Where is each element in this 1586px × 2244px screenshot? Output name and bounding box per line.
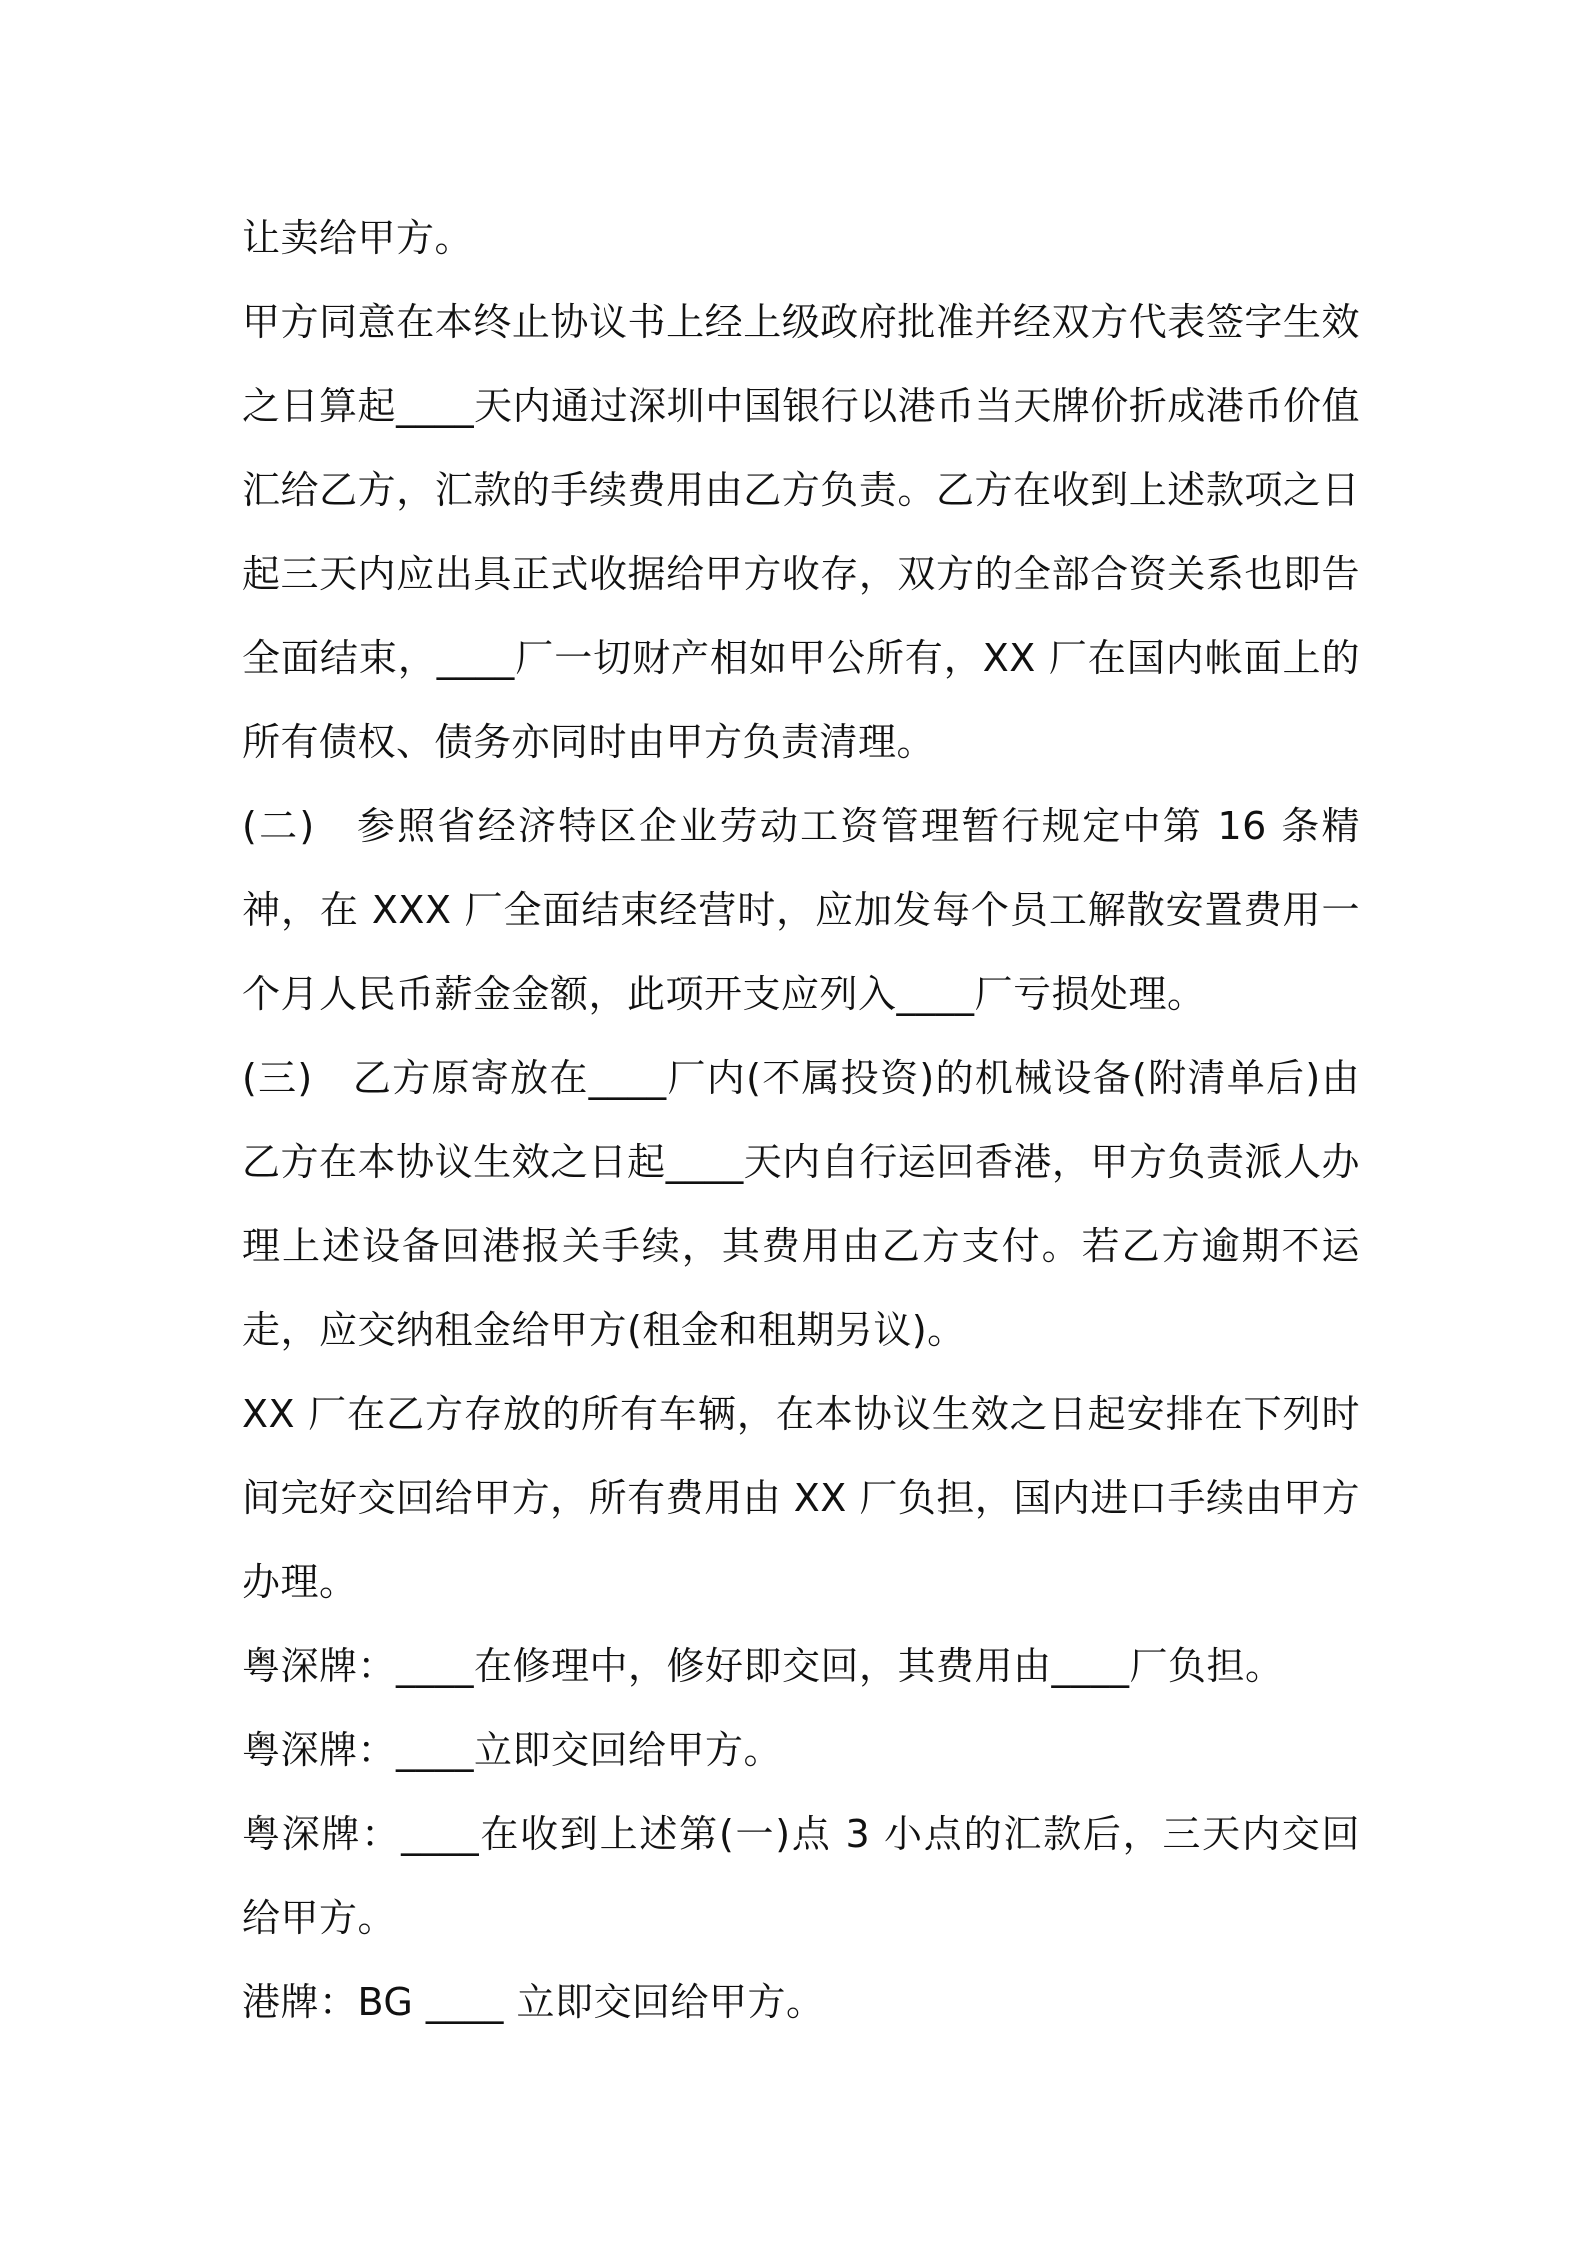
- document-body: [242, 196, 1360, 2044]
- paragraph-payment: 甲方同意在本终止协议书上经上级政府批准并经双方代表签字生效之日算起____天内通过深圳中国银行以港币当天牌价折成港币价值汇给乙方，汇款的手续费用由乙方负责。乙方在收到上述款项之日起三天内应出具正式收据给甲方收存，双方的全部合资关系也即告全面结束，____厂一切财产相如甲公所有，XX 厂在国内帐面上的所有债权、债务亦同时由甲方负责清理。: [242, 300, 1360, 764]
- paragraph-plate-3: 粤深牌：____在收到上述第(一)点 3 小点的汇款后，三天内交回给甲方。: [242, 1812, 1360, 1940]
- paragraph-plate-2: 粤深牌：____立即交回给甲方。: [242, 1728, 783, 1772]
- paragraph-plate-1: 粤深牌：____在修理中，修好即交回，其费用由____厂负担。: [242, 1644, 1284, 1688]
- paragraph-vehicles: XX 厂在乙方存放的所有车辆，在本协议生效之日起安排在下列时间完好交回给甲方，所有费用由 XX 厂负担，国内进口手续由甲方办理。: [242, 1392, 1360, 1604]
- paragraph-transfer: 让卖给甲方。: [242, 216, 474, 260]
- paragraph-clause-3: (三) 乙方原寄放在____厂内(不属投资)的机械设备(附清单后)由乙方在本协议生效之日起____天内自行运回香港，甲方负责派人办理上述设备回港报关手续，其费用由乙方支付。若乙方逾期不运走，应交纳租金给甲方(租金和租期另议)。: [242, 1056, 1360, 1352]
- paragraph-clause-2: (二) 参照省经济特区企业劳动工资管理暂行规定中第 16 条精神，在 XXX 厂全面结束经营时，应加发每个员工解散安置费用一个月人民币薪金金额，此项开支应列入____厂亏损处理。: [242, 804, 1360, 1016]
- paragraph-plate-hk: 港牌：BG ____ 立即交回给甲方。: [242, 1980, 825, 2024]
